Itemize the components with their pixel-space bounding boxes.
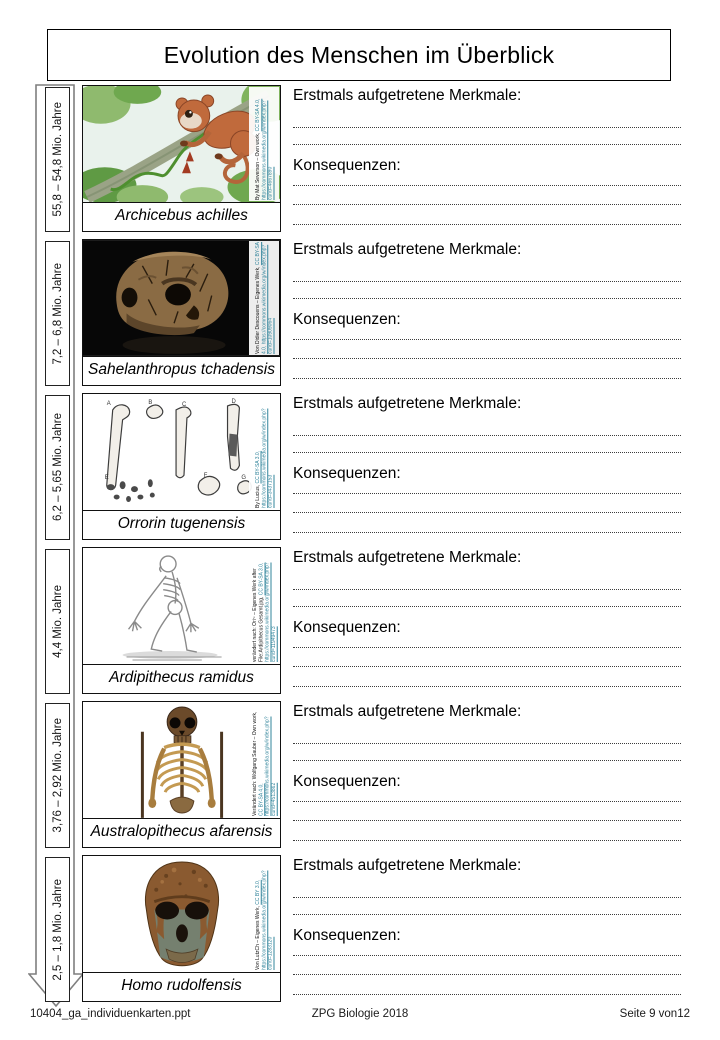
svg-text:E: E (104, 475, 109, 482)
answer-section (293, 549, 681, 687)
time-range-label: 4,4 Mio. Jahre (51, 585, 64, 658)
time-range-label: 2,5 – 1,8 Mio. Jahre (51, 878, 64, 981)
answer-line (293, 946, 681, 956)
answer-line (293, 744, 681, 761)
answer-line (293, 638, 681, 648)
species-row-australopithecus (0, 701, 720, 855)
species-image-frame (83, 548, 280, 665)
answer-line (293, 792, 681, 802)
page-title: Evolution des Menschen im Überblick (163, 41, 555, 68)
species-row-homo-rudolfensis (0, 855, 720, 1009)
answer-line (293, 802, 681, 821)
answer-line (293, 648, 681, 667)
answer-line (293, 821, 681, 841)
answer-line (293, 359, 681, 379)
answer-line (293, 568, 681, 590)
answer-line (293, 590, 681, 607)
credit-text: Von Didier Descouens – Eigenes Werk, (254, 265, 261, 354)
species-name: Sahelanthropus tchadensis (88, 361, 275, 378)
species-image-frame (83, 856, 280, 973)
answer-section (293, 857, 681, 995)
image-credit (249, 857, 279, 971)
image-credit (249, 87, 279, 201)
species-card (82, 239, 281, 386)
time-range-box (45, 395, 70, 540)
credit-text: verändert nach: Ori~ – Eigenes Werk after File:Ardipithecus Gesamt.jpg, (251, 568, 264, 662)
time-range-box (45, 549, 70, 694)
species-row-ardipithecus (0, 547, 720, 701)
footer-source: ZPG Biologie 2018 (311, 1008, 409, 1020)
answer-line (293, 186, 681, 205)
konsequenzen-heading: Konsequenzen: (293, 773, 401, 790)
svg-text:F: F (203, 473, 208, 480)
species-image-frame (83, 240, 280, 357)
image-credit (249, 241, 279, 355)
answer-section (293, 87, 681, 225)
species-name: Homo rudolfensis (121, 977, 242, 994)
credit-link[interactable]: CC BY-SA 3.0, https://commons.wikimedia.org/w/index.php?curid=3437153 (254, 408, 274, 508)
image-credit (249, 549, 279, 663)
answer-line (293, 106, 681, 128)
svg-text:A: A (106, 400, 111, 407)
answer-section (293, 241, 681, 379)
answer-line (293, 436, 681, 453)
species-name: Orrorin tugenensis (117, 515, 246, 532)
species-image-frame (83, 702, 280, 819)
konsequenzen-heading: Konsequenzen: (293, 927, 401, 944)
answer-line (293, 667, 681, 687)
merkmale-heading: Erstmals aufgetretene Merkmale: (293, 857, 522, 874)
image-credit (249, 703, 279, 817)
konsequenzen-heading: Konsequenzen: (293, 157, 401, 174)
species-row-orrorin (0, 393, 720, 547)
konsequenzen-heading: Konsequenzen: (293, 311, 401, 328)
answer-line (293, 722, 681, 744)
species-name: Australopithecus afarensis (90, 823, 273, 840)
answer-line (293, 176, 681, 186)
species-name: Archicebus achilles (115, 207, 248, 224)
answer-line (293, 282, 681, 299)
answer-line (293, 330, 681, 340)
species-card (82, 855, 281, 1002)
footer-filename: 10404_ga_individuenkarten.ppt (30, 1008, 191, 1020)
time-range-label: 55,8 – 54,8 Mio. Jahre (51, 102, 64, 217)
svg-text:C: C (181, 401, 187, 408)
species-row-archicebus (0, 85, 720, 239)
credit-link[interactable]: CC BY 3.0, https://commons.wikimedia.org/w/index.php?curid=1283120 (254, 870, 274, 970)
credit-text: By Mat Severson – Own work, (254, 131, 261, 200)
answer-line (293, 975, 681, 995)
footer-page-number: Seite 9 von12 (619, 1008, 690, 1020)
merkmale-heading: Erstmals aufgetretene Merkmale: (293, 703, 522, 720)
species-card (82, 393, 281, 540)
answer-line (293, 205, 681, 225)
answer-line (293, 898, 681, 915)
credit-link[interactable]: CC BY-SA 4.0, https://commons.wikimedia.org/w/index.php?curid=4513862 (257, 716, 277, 816)
merkmale-heading: Erstmals aufgetretene Merkmale: (293, 549, 522, 566)
image-credit (249, 395, 279, 509)
title-box (47, 29, 671, 81)
time-range-label: 3,76 – 2,92 Mio. Jahre (51, 718, 64, 833)
merkmale-heading: Erstmals aufgetretene Merkmale: (293, 87, 522, 104)
species-name: Ardipithecus ramidus (109, 669, 254, 686)
svg-text:D: D (231, 398, 236, 405)
answer-line (293, 260, 681, 282)
answer-section (293, 395, 681, 533)
time-range-box (45, 241, 70, 386)
credit-text: Von LutzCh – Eigenes Werk, (254, 904, 261, 970)
answer-line (293, 956, 681, 975)
time-range-label: 7,2 – 6,8 Mio. Jahre (51, 262, 64, 365)
time-range-box (45, 703, 70, 848)
credit-link[interactable]: CC BY-SA 4.0, https://commons.wikimedia.org/w/index.php?curid=4667890 (254, 98, 274, 200)
answer-line (293, 513, 681, 533)
time-range-box (45, 857, 70, 1002)
answer-line (293, 876, 681, 898)
svg-text:B: B (148, 399, 153, 406)
species-card (82, 701, 281, 848)
answer-line (293, 414, 681, 436)
species-card (82, 547, 281, 694)
species-image-frame (83, 86, 280, 203)
time-range-box (45, 87, 70, 232)
answer-line (293, 340, 681, 359)
answer-section (293, 703, 681, 841)
credit-text: Verändert nach: Wolfgang Sauber – Own work, (251, 711, 258, 816)
merkmale-heading: Erstmals aufgetretene Merkmale: (293, 395, 522, 412)
credit-link[interactable]: CC BY-SA 3.0, https://commons.wikimedia.org/w/index.php?curid=11949473 (257, 562, 277, 662)
time-range-label: 6,2 – 5,65 Mio. Jahre (51, 413, 64, 522)
svg-text:G: G (241, 475, 247, 482)
konsequenzen-heading: Konsequenzen: (293, 619, 401, 636)
species-image-frame (83, 394, 280, 511)
credit-link[interactable]: CC BY-SA 4.0, https://commons.wikimedia.org/w/index.php?curid=10909064 (254, 241, 274, 354)
answer-line (293, 128, 681, 145)
konsequenzen-heading: Konsequenzen: (293, 465, 401, 482)
credit-text: By Lucius, (254, 483, 261, 508)
answer-line (293, 484, 681, 494)
answer-line (293, 494, 681, 513)
species-row-sahelanthropus (0, 239, 720, 393)
page-footer (30, 1008, 690, 1020)
merkmale-heading: Erstmals aufgetretene Merkmale: (293, 241, 522, 258)
species-card (82, 85, 281, 232)
